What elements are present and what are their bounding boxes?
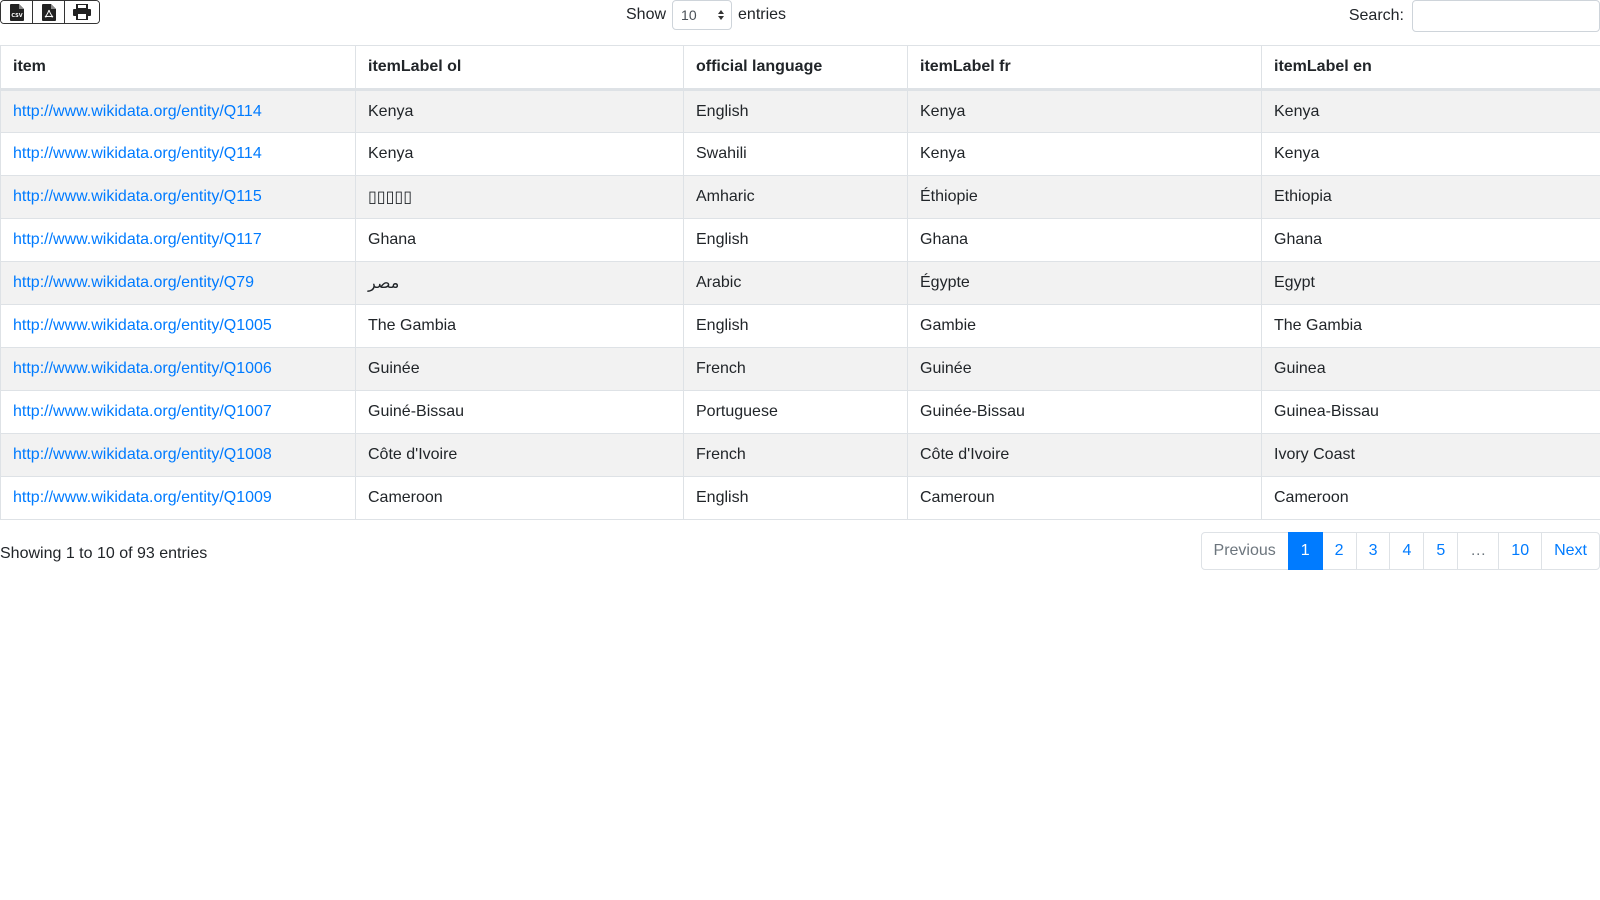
cell-itemlabel-ol: Guiné-Bissau: [356, 391, 684, 434]
table-row: [1, 477, 1600, 520]
item-link[interactable]: http://www.wikidata.org/entity/Q115: [13, 188, 262, 205]
page-button-2[interactable]: 2: [1322, 532, 1357, 570]
column-header-itemlabel-ol[interactable]: itemLabel ol: [356, 46, 684, 90]
item-link[interactable]: http://www.wikidata.org/entity/Q114: [13, 145, 262, 162]
column-header-item[interactable]: item: [1, 46, 356, 90]
cell-official-language: Swahili: [684, 133, 908, 176]
page-button-10[interactable]: 10: [1498, 532, 1542, 570]
item-link[interactable]: http://www.wikidata.org/entity/Q1009: [13, 489, 272, 506]
export-button-group: [0, 0, 100, 24]
cell-itemlabel-en: Ivory Coast: [1262, 434, 1600, 477]
cell-itemlabel-ol: مصر: [356, 262, 684, 305]
cell-official-language: English: [684, 90, 908, 133]
cell-item: [1, 434, 356, 477]
select-arrows-icon: [717, 9, 725, 21]
cell-itemlabel-fr: Guinée: [908, 348, 1262, 391]
page-length-select[interactable]: [672, 0, 732, 30]
cell-itemlabel-en: Cameroon: [1262, 477, 1600, 520]
cell-official-language: Arabic: [684, 262, 908, 305]
cell-itemlabel-ol: Cameroon: [356, 477, 684, 520]
csv-file-icon: [10, 4, 24, 21]
cell-item: [1, 176, 356, 219]
table-row: [1, 391, 1600, 434]
cell-itemlabel-en: The Gambia: [1262, 305, 1600, 348]
cell-itemlabel-ol: ▯▯▯▯▯: [356, 176, 684, 219]
cell-item: [1, 262, 356, 305]
table-header-row: [1, 46, 1600, 90]
cell-itemlabel-fr: Guinée-Bissau: [908, 391, 1262, 434]
search-control: [1349, 0, 1600, 32]
item-link[interactable]: http://www.wikidata.org/entity/Q1008: [13, 446, 272, 463]
cell-official-language: Amharic: [684, 176, 908, 219]
item-link[interactable]: http://www.wikidata.org/entity/Q1006: [13, 360, 272, 377]
cell-itemlabel-en: Ghana: [1262, 219, 1600, 262]
search-input[interactable]: [1412, 0, 1600, 32]
pdf-export-button[interactable]: [33, 1, 65, 23]
cell-itemlabel-ol: Ghana: [356, 219, 684, 262]
page-ellipsis: …: [1457, 532, 1499, 570]
cell-itemlabel-fr: Gambie: [908, 305, 1262, 348]
entries-label: entries: [738, 6, 787, 23]
csv-file-icon-label: CSV: [10, 12, 23, 19]
page-button-1[interactable]: 1: [1288, 532, 1323, 570]
cell-itemlabel-en: Kenya: [1262, 133, 1600, 176]
item-link[interactable]: http://www.wikidata.org/entity/Q79: [13, 274, 254, 291]
item-link[interactable]: http://www.wikidata.org/entity/Q117: [13, 231, 262, 248]
cell-itemlabel-en: Kenya: [1262, 90, 1600, 133]
cell-itemlabel-fr: Côte d'Ivoire: [908, 434, 1262, 477]
item-link[interactable]: http://www.wikidata.org/entity/Q1007: [13, 403, 272, 420]
table-info: Showing 1 to 10 of 93 entries: [0, 545, 208, 562]
data-table: [0, 45, 1600, 520]
page-button-4[interactable]: 4: [1389, 532, 1424, 570]
cell-official-language: English: [684, 305, 908, 348]
cell-itemlabel-ol: Kenya: [356, 133, 684, 176]
cell-itemlabel-en: Egypt: [1262, 262, 1600, 305]
cell-itemlabel-ol: Côte d'Ivoire: [356, 434, 684, 477]
table-row: [1, 133, 1600, 176]
previous-page-button[interactable]: Previous: [1201, 532, 1289, 570]
cell-official-language: English: [684, 477, 908, 520]
cell-itemlabel-en: Ethiopia: [1262, 176, 1600, 219]
cell-itemlabel-fr: Égypte: [908, 262, 1262, 305]
table-row: [1, 262, 1600, 305]
cell-item: [1, 305, 356, 348]
cell-itemlabel-ol: Guinée: [356, 348, 684, 391]
table-row: [1, 305, 1600, 348]
cell-itemlabel-ol: Kenya: [356, 90, 684, 133]
page-length-value: 10: [681, 7, 697, 23]
page-button-3[interactable]: 3: [1356, 532, 1391, 570]
next-page-button[interactable]: Next: [1541, 532, 1600, 570]
cell-item: [1, 477, 356, 520]
cell-itemlabel-fr: Éthiopie: [908, 176, 1262, 219]
cell-itemlabel-fr: Kenya: [908, 90, 1262, 133]
column-header-official-language[interactable]: official language: [684, 46, 908, 90]
show-label: Show: [626, 6, 667, 23]
table-row: [1, 176, 1600, 219]
page-length-control: [626, 0, 786, 30]
table-row: [1, 219, 1600, 262]
cell-official-language: French: [684, 434, 908, 477]
cell-item: [1, 219, 356, 262]
print-button[interactable]: [65, 1, 99, 23]
cell-item: [1, 348, 356, 391]
page-button-5[interactable]: 5: [1423, 532, 1458, 570]
cell-itemlabel-ol: The Gambia: [356, 305, 684, 348]
cell-official-language: Portuguese: [684, 391, 908, 434]
table-row: [1, 90, 1600, 133]
table-row: [1, 434, 1600, 477]
column-header-itemlabel-fr[interactable]: itemLabel fr: [908, 46, 1262, 90]
csv-export-button[interactable]: [1, 1, 33, 23]
cell-itemlabel-fr: Ghana: [908, 219, 1262, 262]
cell-itemlabel-fr: Kenya: [908, 133, 1262, 176]
print-icon: [73, 4, 91, 20]
cell-official-language: English: [684, 219, 908, 262]
column-header-itemlabel-en[interactable]: itemLabel en: [1262, 46, 1600, 90]
item-link[interactable]: http://www.wikidata.org/entity/Q1005: [13, 317, 272, 334]
cell-item: [1, 133, 356, 176]
cell-itemlabel-en: Guinea-Bissau: [1262, 391, 1600, 434]
item-link[interactable]: http://www.wikidata.org/entity/Q114: [13, 102, 262, 120]
cell-itemlabel-fr: Cameroun: [908, 477, 1262, 520]
pagination: [1201, 532, 1600, 570]
pdf-file-icon: [42, 4, 56, 21]
cell-item: [1, 90, 356, 133]
search-label: Search:: [1348, 7, 1404, 24]
cell-item: [1, 391, 356, 434]
table-row: [1, 348, 1600, 391]
cell-official-language: French: [684, 348, 908, 391]
cell-itemlabel-en: Guinea: [1262, 348, 1600, 391]
